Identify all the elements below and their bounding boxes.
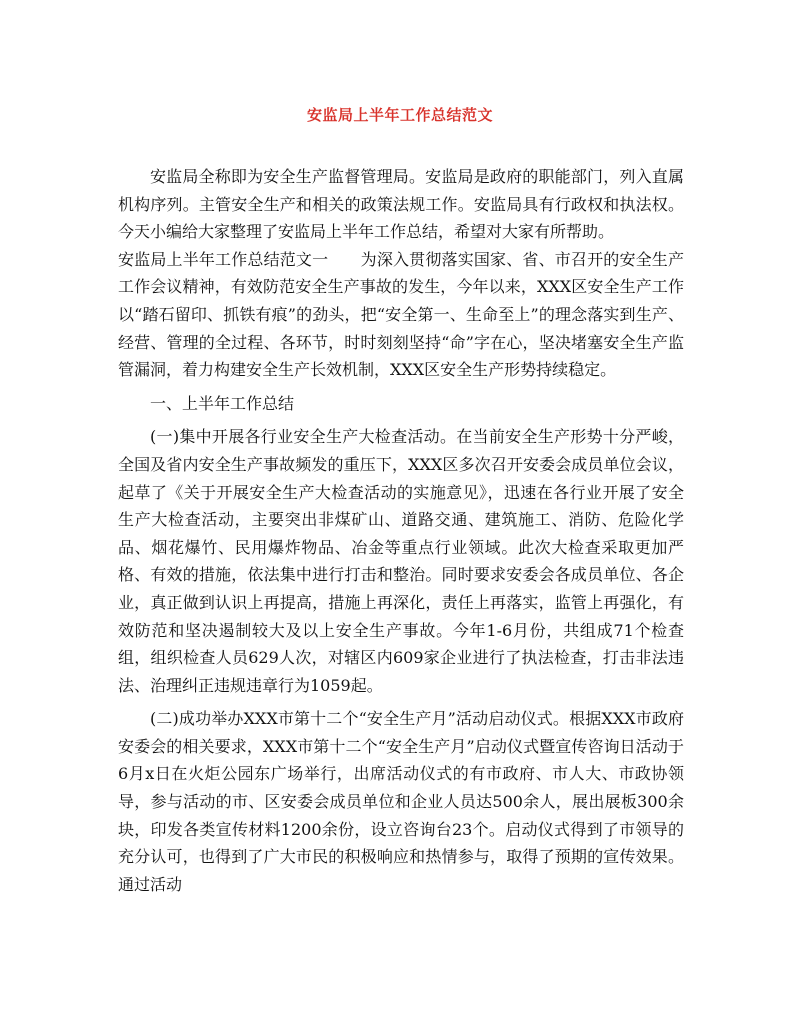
document-title: 安监局上半年工作总结范文: [306, 106, 493, 124]
inspection-paragraph: (一)集中开展各行业安全生产大检查活动。在当前安全生产形势十分严峻，全国及省内安全生产事故频发的重压下，XXX区多次召开安委会成员单位会议，起草了《关于开展安全生产大检查活动的实施意见》，迅速在各行业开展了安全生产大检查活动，主要突出非煤矿山、道路交通、建筑施工、消防、危险化学品、烟花爆竹、民用爆炸物品、冶金等重点行业领域。此次大检查采取更加严格、有效的措施，依法集中进行打击和整治。同时要求安委会各成员单位、各企业，真正做到认识上再提高，措施上再深化，责任上再落实，监管上再强化，有效防范和坚决遏制较大及以上安全生产事故。今年1-6月份，共组成71个检查组，组织检查人员629人次，对辖区内609家企业进行了执法检查，打击非法违法、治理纠正违规违章行为1059起。: [118, 427, 684, 695]
document-body: [118, 163, 684, 898]
section-one-paragraph: 安监局上半年工作总结范文一 为深入贯彻落实国家、省、市召开的安全生产工作会议精神，有效防范安全生产事故的发生，今年以来，XXX区安全生产工作以“踏石留印、抓铁有痕”的劲头，把“安全第一、生命至上”的理念落实到生产、经营、管理的全过程、各环节，时时刻刻坚持“命”字在心，坚决堵塞安全生产监管漏洞，着力构建安全生产长效机制，XXX区安全生产形势持续稳定。: [118, 249, 684, 380]
intro-paragraph: 安监局全称即为安全生产监督管理局。安监局是政府的职能部门，列入直属机构序列。主管安全生产和相关的政策法规工作。安监局具有行政权和执法权。今天小编给大家整理了安监局上半年工作总结，希望对大家有所帮助。: [118, 167, 684, 242]
safety-month-paragraph: (二)成功举办XXX市第十二个“安全生产月”活动启动仪式。根据XXX市政府安委会的相关要求，XXX市第十二个“安全生产月”启动仪式暨宣传咨询日活动于6月x日在火炬公园东广场举行，出席活动仪式的有市政府、市人大、市政协领导，参与活动的市、区安委会成员单位和企业人员达500余人，展出展板300余块，印发各类宣传材料1200余份，设立咨询台23个。启动仪式得到了市领导的充分认可，也得到了广大市民的积极响应和热情参与，取得了预期的宣传效果。通过活动: [118, 709, 684, 894]
heading-half-year-summary: 一、上半年工作总结: [150, 393, 295, 413]
